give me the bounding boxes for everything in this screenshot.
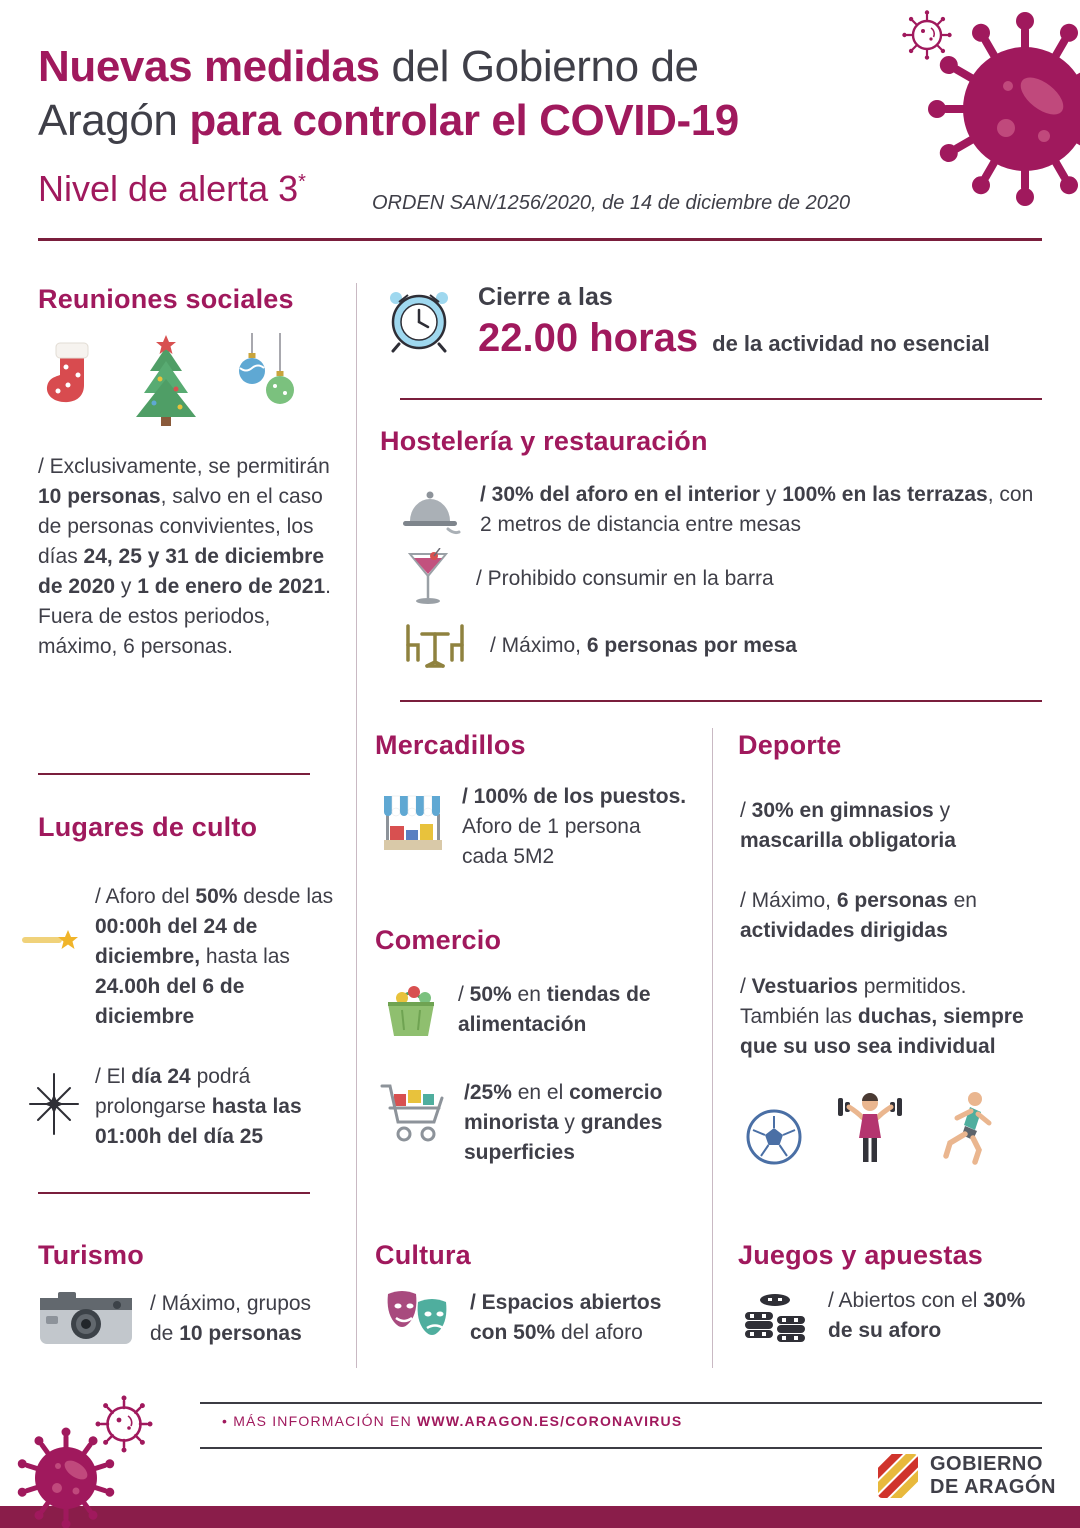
section-heading-deporte: Deporte	[738, 730, 842, 760]
shopping-cart-icon	[378, 1078, 450, 1150]
section-heading-culto: Lugares de culto	[38, 812, 258, 842]
deporte-item-gimnasios: / 30% en gimnasios y mascarilla obligatoria	[740, 799, 956, 852]
section-heading-mercadillos: Mercadillos	[375, 730, 526, 760]
mercadillos-item-puestos: / 100% de los puestos. Aforo de 1 persona cada 5M2	[462, 785, 687, 868]
column-divider-2	[712, 728, 713, 1368]
gobierno-aragon-logo	[876, 1452, 1056, 1500]
closing-rest: de la actividad no esencial	[712, 331, 990, 356]
alert-asterisk: *	[298, 171, 306, 193]
aragon-flag-icon	[876, 1452, 920, 1500]
ornaments-icon	[230, 333, 300, 425]
divider-left-1	[38, 773, 310, 775]
hosteleria-row-aforo	[398, 480, 1040, 540]
page-title	[38, 40, 898, 148]
divider-left-2	[38, 1192, 310, 1194]
logo-text	[930, 1453, 1056, 1499]
market-stall-icon	[380, 792, 446, 856]
cultura-item-espacios: / Espacios abiertos con 50% del aforo	[470, 1291, 662, 1344]
hosteleria-item-barra: / Prohibido consumir en la barra	[476, 567, 774, 590]
juegos-item-aforo: / Abiertos con el 30% de su aforo	[828, 1289, 1026, 1342]
divider-under-closing	[400, 398, 1042, 400]
poker-chips-icon	[742, 1286, 808, 1346]
christmas-icons-row	[38, 333, 300, 429]
section-heading-juegos: Juegos y apuestas	[738, 1240, 984, 1270]
page-title-line1: Nuevas medidas del Gobierno de	[38, 42, 699, 91]
footer-info: • MÁS INFORMACIÓN EN WWW.ARAGON.ES/CORONAVIRUS	[222, 1413, 683, 1429]
logo-line2: DE ARAGÓN	[930, 1476, 1056, 1498]
footer-line-bottom	[200, 1447, 1042, 1449]
alert-level	[38, 168, 306, 210]
comercio-row-minorista	[378, 1078, 704, 1168]
turismo-item-row	[38, 1288, 340, 1350]
column-divider-1	[356, 283, 357, 1368]
shooting-star-icon	[22, 926, 82, 954]
stocking-icon	[38, 333, 102, 419]
mercadillos-row	[380, 782, 690, 872]
hosteleria-row-barra	[404, 548, 956, 610]
runner-icon	[937, 1088, 995, 1166]
comercio-item-minorista: /25% en el comercio minorista y grandes superficies	[464, 1081, 663, 1164]
juegos-row	[742, 1286, 1043, 1346]
sports-icons-row	[745, 1088, 995, 1166]
cultura-row	[380, 1288, 695, 1348]
culto-item-dia24: / El día 24 podrá prolongarse hasta las 01:00h del día 25	[95, 1065, 302, 1148]
cocktail-icon	[404, 548, 452, 610]
section-heading-comercio: Comercio	[375, 925, 502, 955]
deporte-item-vestuarios: / Vestuarios permitidos. También las duchas, siempre que su uso sea individual	[740, 975, 1024, 1058]
header-rule	[38, 238, 1042, 241]
alert-level-text: Nivel de alerta 3	[38, 168, 299, 209]
deporte-item-dirigidas: / Máximo, 6 personas en actividades dirigidas	[740, 889, 977, 942]
order-reference: ORDEN SAN/1256/2020, de 14 de diciembre de 2020	[372, 192, 851, 214]
hosteleria-row-mesa	[398, 618, 970, 674]
alarm-clock-icon	[382, 282, 456, 356]
section-heading-turismo: Turismo	[38, 1240, 144, 1270]
divider-under-hosteleria	[400, 700, 1042, 702]
christmas-tree-icon	[124, 333, 208, 429]
section-heading-cultura: Cultura	[375, 1240, 471, 1270]
turismo-item-grupos: / Máximo, grupos de 10 personas	[150, 1292, 312, 1345]
page-title-line2: Aragón para controlar el COVID-19	[38, 96, 739, 145]
section-heading-reuniones: Reuniones sociales	[38, 284, 294, 314]
soccer-ball-icon	[745, 1108, 803, 1166]
star-icon	[22, 1072, 86, 1136]
logo-line1: GOBIERNO	[930, 1453, 1043, 1475]
food-basket-icon	[380, 980, 442, 1042]
hosteleria-item-aforo: / 30% del aforo en el interior y 100% en las terrazas, con 2 metros de distancia entre mesas	[480, 483, 1034, 536]
closing-banner	[478, 283, 1044, 361]
closing-line1: Cierre a las	[478, 283, 613, 311]
hosteleria-item-mesa: / Máximo, 6 personas por mesa	[490, 634, 797, 657]
section-heading-hosteleria: Hostelería y restauración	[380, 426, 708, 456]
virus-outline-icon	[900, 8, 954, 62]
camera-icon	[38, 1288, 134, 1350]
comercio-row-alimentacion	[380, 980, 690, 1042]
reuniones-body: / Exclusivamente, se permitirán 10 personas, salvo en el caso de personas convivientes, los días 24, 25 y 31 de diciembre de 2020 y 1 de enero de 2021. Fuera de estos periodos, máximo, 6 personas.	[38, 455, 332, 658]
closing-time: 22.00 horas	[478, 316, 699, 360]
table-chairs-icon	[398, 618, 472, 674]
serving-tray-icon	[398, 483, 462, 537]
bottom-bar	[0, 1506, 1080, 1528]
closing-line2	[478, 316, 1044, 361]
comercio-item-alimentacion: / 50% en tiendas de alimentación	[458, 983, 651, 1036]
weightlifting-icon	[837, 1088, 903, 1166]
theater-masks-icon	[380, 1288, 454, 1348]
footer-line-top	[200, 1402, 1042, 1404]
culto-item-aforo: / Aforo del 50% desde las 00:00h del 24 de diciembre, hasta las 24.00h del 6 de diciembre	[95, 885, 334, 1028]
virus-icon	[14, 1424, 118, 1528]
